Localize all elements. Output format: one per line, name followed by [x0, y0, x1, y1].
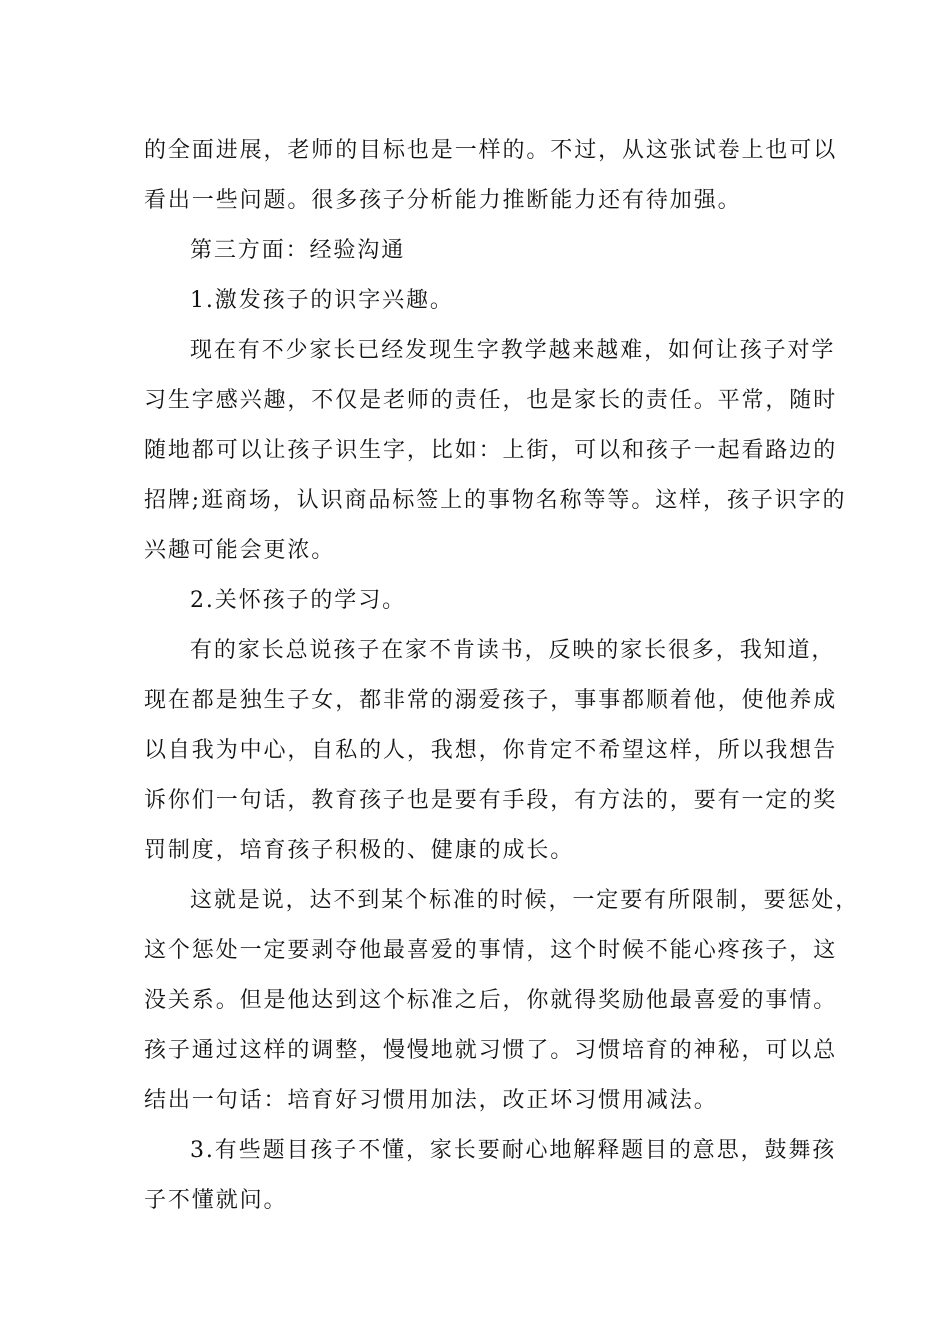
text-line: 这个惩处一定要剥夺他最喜爱的事情，这个时候不能心疼孩子，这	[144, 938, 838, 963]
text-line: 现在有不少家长已经发现生字教学越来越难，如何让孩子对学	[190, 338, 836, 363]
text-line: 兴趣可能会更浓。	[144, 538, 336, 563]
section-heading: 第三方面：经验沟通	[190, 238, 406, 263]
text-line: 诉你们一句话，教育孩子也是要有手段，有方法的，要有一定的奖	[144, 788, 838, 813]
text-line: 没关系。但是他达到这个标准之后，你就得奖励他最喜爱的事情。	[144, 988, 838, 1013]
text-line: 结出一句话：培育好习惯用加法，改正坏习惯用减法。	[144, 1088, 718, 1113]
text-line: 习生字感兴趣，不仅是老师的责任，也是家长的责任。平常，随时	[144, 388, 838, 413]
text-line: 随地都可以让孩子识生字，比如：上街，可以和孩子一起看路边的	[144, 438, 838, 463]
text-line: 子不懂就问。	[144, 1188, 288, 1213]
subheading: 3.有些题目孩子不懂，家长要耐心地解释题目的意思，鼓舞孩	[190, 1138, 837, 1163]
text-line: 有的家长总说孩子在家不肯读书，反映的家长很多，我知道，	[190, 638, 836, 663]
text-line: 现在都是独生子女，都非常的溺爱孩子，事事都顺着他，使他养成	[144, 688, 838, 713]
text-line: 的全面进展，老师的目标也是一样的。不过，从这张试卷上也可以	[144, 138, 838, 163]
text-line: 看出一些问题。很多孩子分析能力推断能力还有待加强。	[144, 188, 742, 213]
text-line: 以自我为中心，自私的人，我想，你肯定不希望这样，所以我想告	[144, 738, 838, 763]
subheading: 1.激发孩子的识字兴趣。	[190, 288, 454, 313]
text-line: 招牌;逛商场，认识商品标签上的事物名称等等。这样，孩子识字的	[144, 488, 847, 513]
text-line: 罚制度，培育孩子积极的、健康的成长。	[144, 838, 575, 863]
subheading: 2.关怀孩子的学习。	[190, 588, 406, 613]
text-line: 孩子通过这样的调整，慢慢地就习惯了。习惯培育的神秘，可以总	[144, 1038, 838, 1063]
text-line: 这就是说，达不到某个标准的时候，一定要有所限制，要惩处，	[190, 888, 860, 913]
